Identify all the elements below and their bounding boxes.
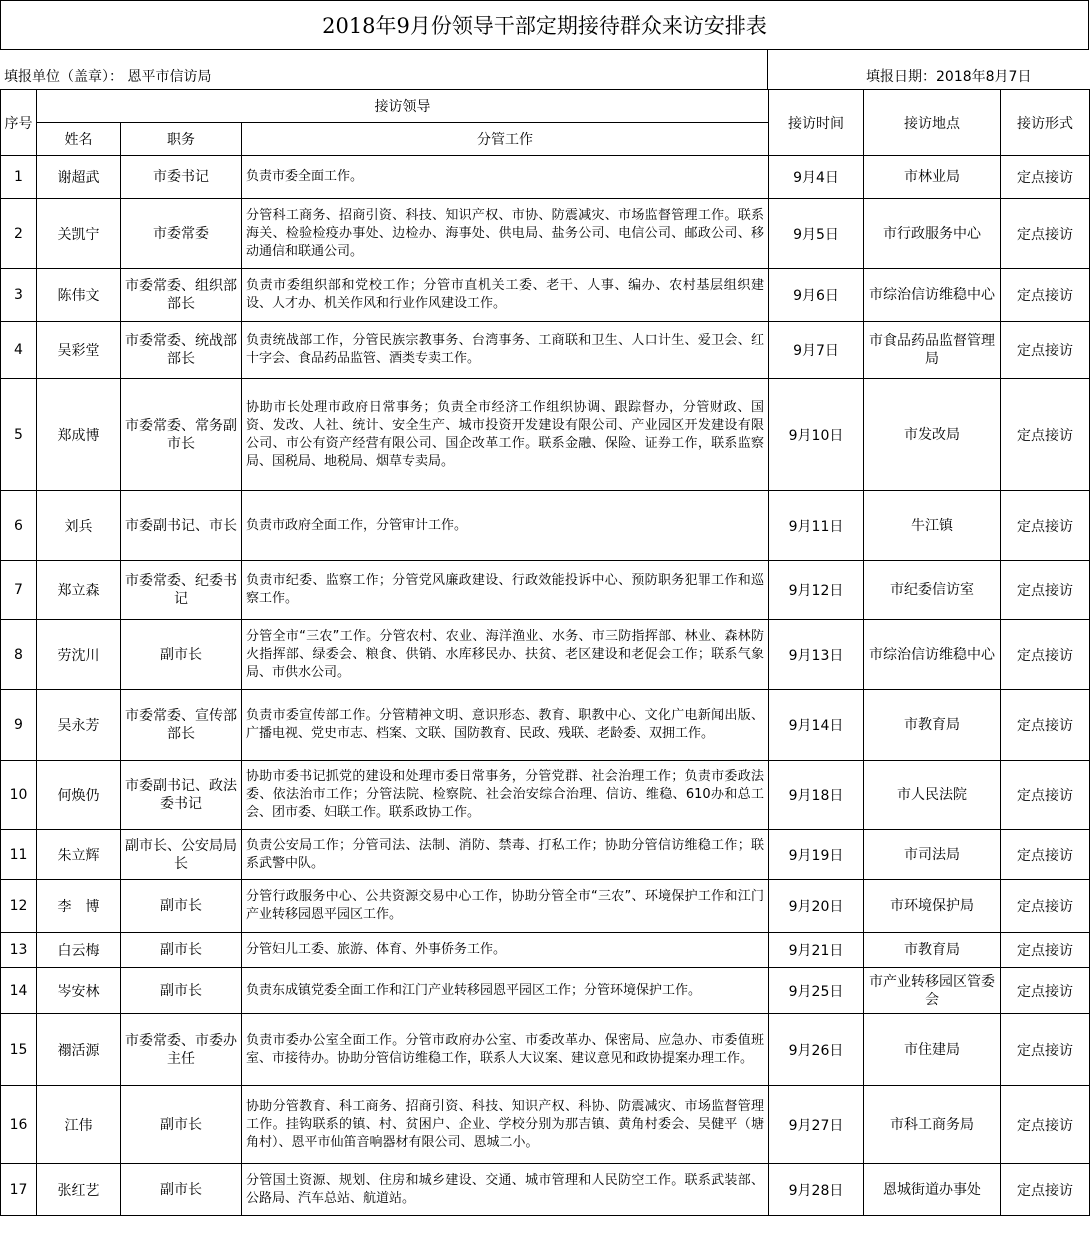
cell-position: 副市长 (121, 968, 242, 1014)
cell-duties: 协助市长处理市政府日常事务；负责全市经济工作组织协调、跟踪督办，分管财政、国资、发改、人社、统计、安全生产、城市投资开发建设有限公司、产业园区开发建设有限公司、市公有资产经营有限公司、国企改革工作。联系金融、保险、证券工作，联系监察局、国税局、地税局、烟草专卖局。 (242, 379, 769, 491)
cell-name: 岑安林 (37, 968, 121, 1014)
table-row (1, 561, 1090, 620)
cell-duties: 负责市政府全面工作，分管审计工作。 (242, 491, 769, 561)
header-time: 接访时间 (769, 90, 864, 156)
header-duties: 分管工作 (242, 123, 769, 156)
cell-form: 定点接访 (1001, 269, 1090, 322)
cell-no: 8 (1, 620, 37, 690)
cell-form: 定点接访 (1001, 620, 1090, 690)
cell-position: 市委书记 (121, 156, 242, 199)
cell-form: 定点接访 (1001, 199, 1090, 269)
cell-no: 17 (1, 1164, 37, 1216)
cell-position: 市委常委、常务副市长 (121, 379, 242, 491)
cell-time: 9月19日 (769, 830, 864, 880)
cell-position: 市委副书记、市长 (121, 491, 242, 561)
cell-form: 定点接访 (1001, 880, 1090, 933)
cell-name: 江伟 (37, 1086, 121, 1164)
divider (767, 50, 768, 90)
cell-duties: 协助市委书记抓党的建设和处理市委日常事务，分管党群、社会治理工作；负责市委政法委、依法治市工作；分管法院、检察院、社会治安综合治理、信访、维稳、610办和总工会、团市委、妇联工作。联系政协工作。 (242, 761, 769, 830)
cell-time: 9月26日 (769, 1014, 864, 1086)
cell-form: 定点接访 (1001, 1014, 1090, 1086)
cell-duties: 负责市纪委、监察工作；分管党风廉政建设、行政效能投诉中心、预防职务犯罪工作和巡察工作。 (242, 561, 769, 620)
cell-no: 4 (1, 322, 37, 379)
cell-name: 陈伟文 (37, 269, 121, 322)
cell-position: 市委常委、纪委书记 (121, 561, 242, 620)
cell-name: 郑成博 (37, 379, 121, 491)
cell-time: 9月10日 (769, 379, 864, 491)
cell-time: 9月28日 (769, 1164, 864, 1216)
cell-duties: 分管行政服务中心、公共资源交易中心工作，协助分管全市“三农”、环境保护工作和江门产业转移园恩平园区工作。 (242, 880, 769, 933)
cell-place: 市住建局 (864, 1014, 1001, 1086)
cell-no: 13 (1, 933, 37, 968)
cell-no: 1 (1, 156, 37, 199)
table-row (1, 690, 1090, 761)
header-form: 接访形式 (1001, 90, 1090, 156)
cell-name: 李 博 (37, 880, 121, 933)
header-place: 接访地点 (864, 90, 1001, 156)
cell-form: 定点接访 (1001, 156, 1090, 199)
cell-place: 市食品药品监督管理局 (864, 322, 1001, 379)
cell-name: 刘兵 (37, 491, 121, 561)
cell-position: 市委常委、宣传部部长 (121, 690, 242, 761)
cell-place: 市行政服务中心 (864, 199, 1001, 269)
table-row (1, 761, 1090, 830)
cell-position: 副市长 (121, 1086, 242, 1164)
cell-duties: 负责市委宣传部工作。分管精神文明、意识形态、教育、职教中心、文化广电新闻出版、广播电视、党史市志、档案、文联、国防教育、民政、残联、老龄委、双拥工作。 (242, 690, 769, 761)
cell-no: 6 (1, 491, 37, 561)
cell-no: 11 (1, 830, 37, 880)
cell-name: 劳沈川 (37, 620, 121, 690)
reporting-unit: 填报单位（盖章）： 恩平市信访局 (4, 69, 212, 85)
cell-time: 9月20日 (769, 880, 864, 933)
table-row (1, 199, 1090, 269)
cell-place: 市综治信访维稳中心 (864, 620, 1001, 690)
table-row (1, 620, 1090, 690)
table-row (1, 379, 1090, 491)
cell-time: 9月27日 (769, 1086, 864, 1164)
cell-name: 禤活源 (37, 1014, 121, 1086)
cell-no: 2 (1, 199, 37, 269)
cell-place: 恩城街道办事处 (864, 1164, 1001, 1216)
cell-no: 9 (1, 690, 37, 761)
table-row (1, 968, 1090, 1014)
cell-time: 9月12日 (769, 561, 864, 620)
cell-duties: 负责市委办公室全面工作。分管市政府办公室、市委改革办、保密局、应急办、市委值班室、市接待办。协助分管信访维稳工作，联系人大议案、建议意见和政协提案办理工作。 (242, 1014, 769, 1086)
cell-place: 市人民法院 (864, 761, 1001, 830)
cell-position: 副市长 (121, 1164, 242, 1216)
cell-form: 定点接访 (1001, 561, 1090, 620)
cell-no: 10 (1, 761, 37, 830)
table-row (1, 1164, 1090, 1216)
cell-place: 市教育局 (864, 690, 1001, 761)
header-no: 序号 (1, 90, 37, 156)
cell-place: 市纪委信访室 (864, 561, 1001, 620)
cell-position: 市委常委、市委办主任 (121, 1014, 242, 1086)
cell-form: 定点接访 (1001, 379, 1090, 491)
table-row (1, 933, 1090, 968)
table-row (1, 491, 1090, 561)
cell-name: 张红艺 (37, 1164, 121, 1216)
cell-duties: 协助分管教育、科工商务、招商引资、科技、知识产权、科协、防震减灾、市场监督管理工作。挂钩联系的镇、村、贫困户、企业、学校分别为那吉镇、黄角村委会、吴健平（塘角村）、恩平市仙笛音响器材有限公司、恩城二小。 (242, 1086, 769, 1164)
header-leader-group: 接访领导 (37, 90, 769, 123)
cell-time: 9月14日 (769, 690, 864, 761)
cell-name: 谢超武 (37, 156, 121, 199)
cell-form: 定点接访 (1001, 761, 1090, 830)
cell-time: 9月6日 (769, 269, 864, 322)
cell-name: 关凯宁 (37, 199, 121, 269)
cell-place: 市林业局 (864, 156, 1001, 199)
cell-no: 12 (1, 880, 37, 933)
cell-form: 定点接访 (1001, 491, 1090, 561)
cell-time: 9月5日 (769, 199, 864, 269)
cell-name: 吴永芳 (37, 690, 121, 761)
cell-no: 16 (1, 1086, 37, 1164)
cell-place: 市环境保护局 (864, 880, 1001, 933)
cell-duties: 分管科工商务、招商引资、科技、知识产权、市协、防震减灾、市场监督管理工作。联系海关、检验检疫办事处、边检办、海事处、供电局、盐务公司、电信公司、邮政公司、移动通信和联通公司。 (242, 199, 769, 269)
cell-duties: 负责市委组织部和党校工作；分管市直机关工委、老干、人事、编办、农村基层组织建设、人才办、机关作风和行业作风建设工作。 (242, 269, 769, 322)
cell-form: 定点接访 (1001, 322, 1090, 379)
header-name: 姓名 (37, 123, 121, 156)
cell-place: 市教育局 (864, 933, 1001, 968)
cell-place: 市发改局 (864, 379, 1001, 491)
cell-form: 定点接访 (1001, 1164, 1090, 1216)
cell-form: 定点接访 (1001, 690, 1090, 761)
cell-form: 定点接访 (1001, 830, 1090, 880)
cell-position: 市委常委 (121, 199, 242, 269)
cell-form: 定点接访 (1001, 968, 1090, 1014)
cell-no: 3 (1, 269, 37, 322)
cell-place: 市科工商务局 (864, 1086, 1001, 1164)
table-row (1, 1086, 1090, 1164)
page-title: 2018年9月份领导干部定期接待群众来访安排表 (0, 0, 1089, 50)
cell-time: 9月21日 (769, 933, 864, 968)
cell-place: 市司法局 (864, 830, 1001, 880)
header-position: 职务 (121, 123, 242, 156)
cell-place: 市综治信访维稳中心 (864, 269, 1001, 322)
cell-duties: 分管妇儿工委、旅游、体育、外事侨务工作。 (242, 933, 769, 968)
cell-position: 市委常委、统战部部长 (121, 322, 242, 379)
cell-name: 朱立辉 (37, 830, 121, 880)
cell-form: 定点接访 (1001, 933, 1090, 968)
cell-position: 副市长、公安局局长 (121, 830, 242, 880)
cell-duties: 分管全市“三农”工作。分管农村、农业、海洋渔业、水务、市三防指挥部、林业、森林防火指挥部、绿委会、粮食、供销、水库移民办、扶贫、老区建设和老促会工作；联系气象局、市供水公司。 (242, 620, 769, 690)
table-row (1, 1014, 1090, 1086)
cell-time: 9月7日 (769, 322, 864, 379)
cell-name: 白云梅 (37, 933, 121, 968)
reporting-date: 填报日期：2018年8月7日 (866, 69, 1032, 85)
cell-form: 定点接访 (1001, 1086, 1090, 1164)
cell-no: 14 (1, 968, 37, 1014)
cell-no: 15 (1, 1014, 37, 1086)
table-row (1, 830, 1090, 880)
cell-no: 5 (1, 379, 37, 491)
cell-time: 9月4日 (769, 156, 864, 199)
cell-position: 市委副书记、政法委书记 (121, 761, 242, 830)
cell-position: 副市长 (121, 620, 242, 690)
cell-time: 9月25日 (769, 968, 864, 1014)
cell-position: 副市长 (121, 880, 242, 933)
cell-name: 何焕仍 (37, 761, 121, 830)
cell-duties: 负责统战部工作，分管民族宗教事务、台湾事务、工商联和卫生、人口计生、爱卫会、红十字会、食品药品监管、酒类专卖工作。 (242, 322, 769, 379)
table-row (1, 269, 1090, 322)
cell-duties: 负责东成镇党委全面工作和江门产业转移园恩平园区工作；分管环境保护工作。 (242, 968, 769, 1014)
cell-no: 7 (1, 561, 37, 620)
cell-place: 市产业转移园区管委会 (864, 968, 1001, 1014)
cell-name: 吴彩堂 (37, 322, 121, 379)
cell-duties: 负责公安局工作；分管司法、法制、消防、禁毒、打私工作；协助分管信访维稳工作；联系武警中队。 (242, 830, 769, 880)
table-row (1, 156, 1090, 199)
schedule-table (0, 89, 1090, 1216)
cell-time: 9月18日 (769, 761, 864, 830)
cell-position: 市委常委、组织部部长 (121, 269, 242, 322)
cell-position: 副市长 (121, 933, 242, 968)
cell-place: 牛江镇 (864, 491, 1001, 561)
table-row (1, 880, 1090, 933)
table-row (1, 322, 1090, 379)
cell-duties: 负责市委全面工作。 (242, 156, 769, 199)
cell-duties: 分管国土资源、规划、住房和城乡建设、交通、城市管理和人民防空工作。联系武装部、公路局、汽车总站、航道站。 (242, 1164, 769, 1216)
cell-time: 9月13日 (769, 620, 864, 690)
cell-time: 9月11日 (769, 491, 864, 561)
cell-name: 郑立森 (37, 561, 121, 620)
